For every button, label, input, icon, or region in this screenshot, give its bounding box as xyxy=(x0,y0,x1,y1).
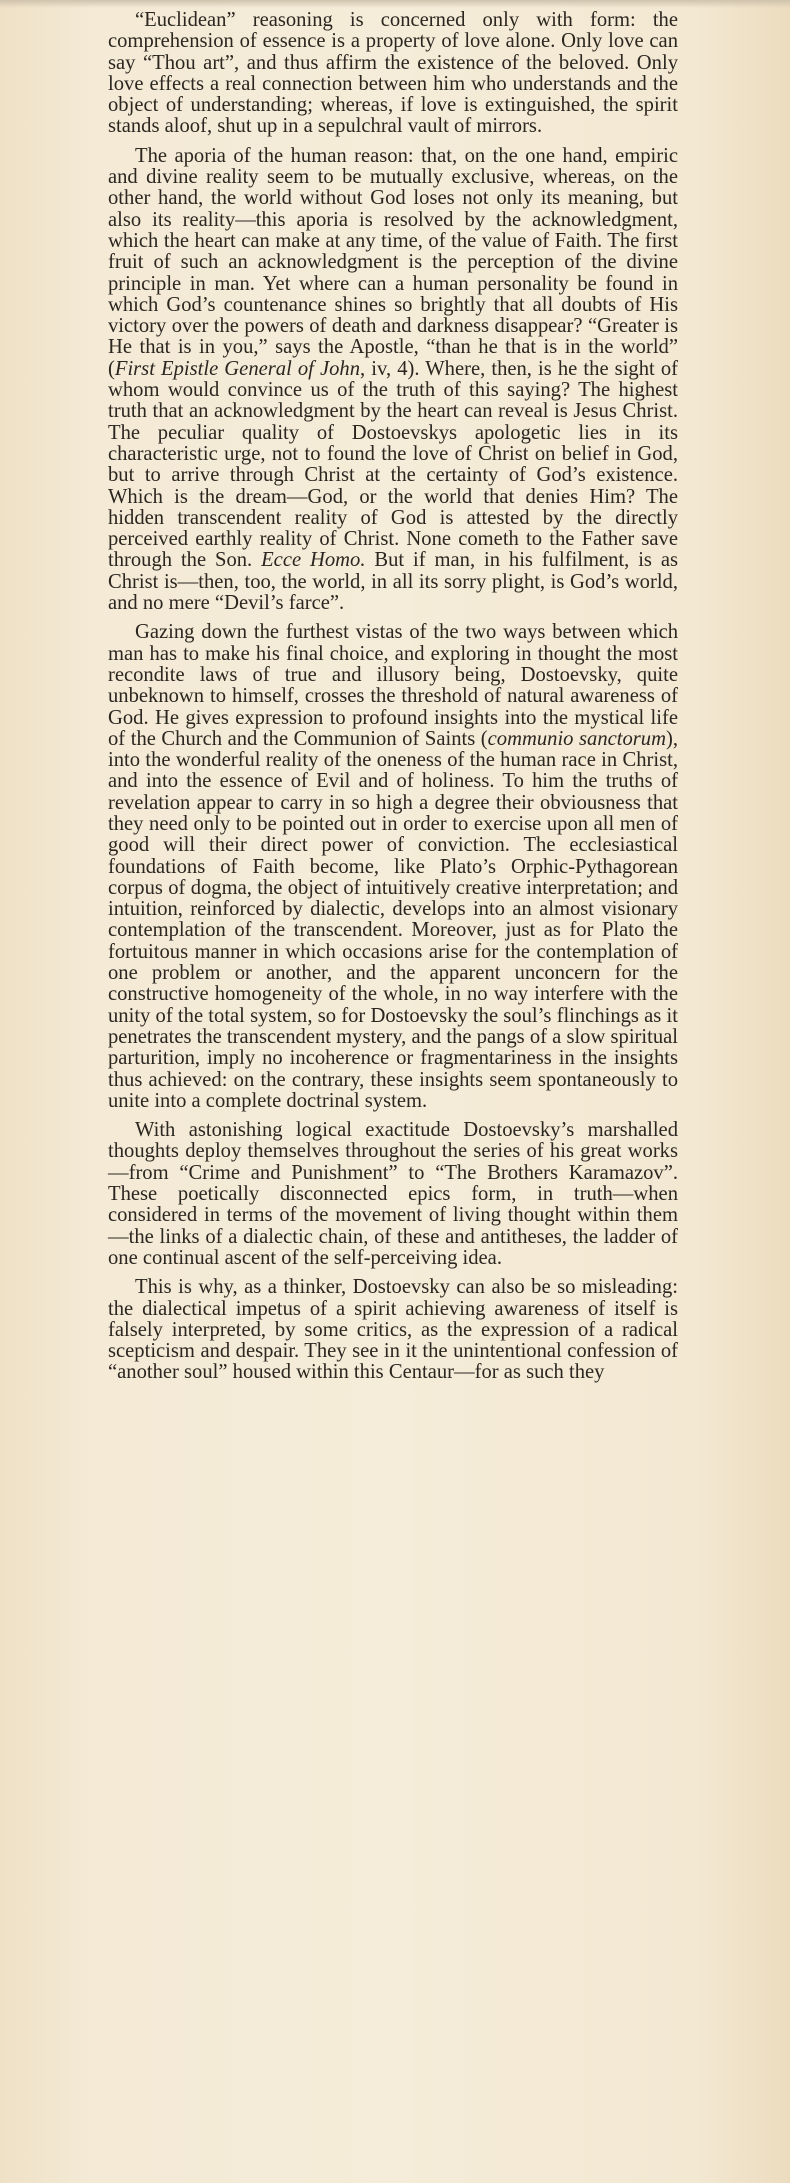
paragraph-3 xyxy=(108,622,678,1112)
page-top-edge xyxy=(0,0,790,8)
paragraph-1-text: “Euclidean” reasoning is concerned only with form: the comprehension of essence is a property of love alone. Only love can say “Thou art”, and thus affirm the existence of the beloved. Only love effects a real connection between him who understands and the object of understanding; whereas, if love is extinguished, the spirit stands aloof, shut up in a sepulchral vault of mirrors. xyxy=(108,9,678,138)
paragraph-3-text-b: ), into the wonderful reality of the oneness of the human race in Christ, and into the essence of Evil and of holiness. To him the truths of revelation appear to carry in so high a degree their obviousness that they need only to be pointed out in order to exercise upon all men of good will their direct power of conviction. The ecclesiastical foundations of Faith become, like Plato’s Orphic-Pythagorean corpus of dogma, the object of intuitively creative interpretation; and intuition, reinforced by dialectic, develops into an almost visionary contemplation of the transcendent. Moreover, just as for Plato the fortuitous manner in which occasions arise for the contemplation of one problem or another, and the apparent unconcern for the constructive homogeneity of the whole, in no way interfere with the unity of the total system, so for Dostoevsky the soul’s flinchings as it penetrates the transcendent mystery, and the pangs of a slow spiritual parturition, imply no incoherence or fragmentariness in the insights thus achieved: on the contrary, these insights seem spontaneously to unite into a complete doctrinal system. xyxy=(108,727,678,1112)
paragraph-4-text: With astonishing logical exactitude Dostoevsky’s marshalled thoughts deploy themselves throughout the series of his great works—from “Crime and Punishment” to “The Brothers Karamazov”. These poetically disconnected epics form, in truth—when considered in terms of the movement of living thought within them—the links of a dialectic chain, of these and antitheses, the ladder of one continual ascent of the self-perceiving idea. xyxy=(108,1119,678,1269)
paragraph-4 xyxy=(108,1120,678,1269)
paragraph-2-italic-citation: First Epistle General of John xyxy=(114,357,361,380)
paragraph-2-text-b: , iv, 4). Where, then, is he the sight of whom would convince us of the truth of this saying? The highest truth that an acknowledgment by the heart can reveal is Jesus Christ. The peculiar quality of Dostoevskys apologetic lies in its characteristic urge, not to found the love of Christ on belief in God, but to arrive through Christ at the certainty of God’s existence. Which is the dream—God, or the world that denies Him? The hidden transcendent reality of God is attested by the directly perceived earthly reality of Christ. None cometh to the Father save through the Son. xyxy=(108,357,678,572)
paragraph-5-text: This is why, as a thinker, Dostoevsky can also be so misleading: the dialectical impetus of a spirit achieving awareness of itself is falsely interpreted, by some critics, as the expression of a radical scepticism and despair. They see in it the unintentional confession of “another soul” housed within this Centaur—for as such they xyxy=(108,1276,678,1384)
paragraph-2 xyxy=(108,146,678,615)
paragraph-2-text-c: But if man, in his fulfilment, is as Christ is—then, too, the world, in all its sorry plight, is God’s world, and no mere “Devil’s farce”. xyxy=(108,549,678,615)
paragraph-3-italic-latin: communio sanctorum xyxy=(487,727,666,750)
text-column xyxy=(108,10,678,1392)
paragraph-2-text-a: The aporia of the human reason: that, on the one hand, empiric and divine reality seem to be mutually exclusive, whereas, on the other hand, the world without God loses not only its meaning, but also its reality—this aporia is resolved by the acknowledgment, which the heart can make at any time, of the value of Faith. The first fruit of such an acknowledgment is the perception of the divine principle in man. Yet where can a human personality be found in which God’s countenance shines so brightly that all doubts of His victory over the powers of death and darkness disappear? “Greater is He that is in you,” says the Apostle, “than he that is in the world” ( xyxy=(108,144,678,380)
paragraph-3-text-a: Gazing down the furthest vistas of the two ways between which man has to make his final choice, and exploring in thought the most recondite laws of true and illusory being, Dostoevsky, quite unbeknown to himself, crosses the threshold of natural awareness of God. He gives expression to profound insights into the mystical life of the Church and the Communion of Saints ( xyxy=(108,621,678,750)
paragraph-2-italic-ecce-homo: Ecce Homo. xyxy=(261,549,366,572)
paragraph-5 xyxy=(108,1277,678,1383)
paragraph-1 xyxy=(108,10,678,138)
